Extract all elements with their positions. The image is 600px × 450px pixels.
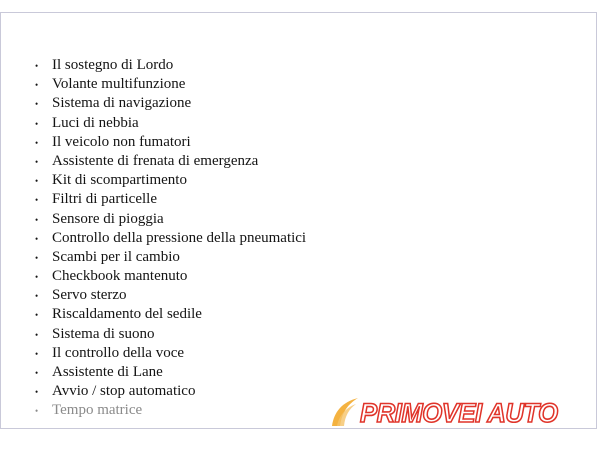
feature-label: Sistema di navigazione [52,95,192,112]
list-item [35,171,306,190]
bullet-icon: • [35,387,39,398]
feature-label: Checkbook mantenuto [52,268,188,285]
feature-label: Controllo della pressione della pneumatici [52,229,307,246]
list-item [35,229,306,248]
list-item [35,133,306,152]
feature-label: Volante multifunzione [52,76,186,93]
list-item [35,210,306,229]
bullet-icon: • [35,137,39,148]
list-item [35,286,306,305]
feature-label: Filtri di particelle [52,191,157,208]
feature-label: Tempo matrice [52,402,143,419]
feature-list [35,56,306,421]
feature-label: Assistente di Lane [52,364,163,380]
bullet-icon: • [35,99,39,110]
bullet-icon: • [35,195,39,206]
list-item [35,94,306,113]
bullet-icon: • [35,272,39,283]
bullet-icon: • [35,61,39,71]
feature-label: Assistente di frenata di emergenza [52,152,259,169]
list-item [35,267,306,286]
list-item [35,190,306,209]
brand-logo [326,392,600,432]
feature-label: Scambi per il cambio [52,248,180,265]
list-item [35,325,306,344]
car-emblem-icon [328,392,362,432]
logo-wordmark: PRIMOVEI AUTO [360,398,558,428]
feature-label: Il controllo della voce [52,344,185,361]
feature-label: Sistema di suono [52,325,155,342]
list-item [35,114,306,133]
list-item [35,248,306,267]
bullet-icon: • [35,156,39,167]
bullet-icon: • [35,233,39,244]
feature-label: Kit di scompartimento [52,172,187,189]
bullet-icon: • [35,252,39,263]
list-item [35,344,306,363]
list-item [35,56,306,75]
list-item [35,305,306,324]
feature-label: Servo sterzo [52,287,127,304]
bullet-icon: • [35,368,39,378]
feature-label: Il veicolo non fumatori [52,133,191,150]
feature-label: Sensore di pioggia [52,210,164,227]
bullet-icon: • [35,310,39,321]
bullet-icon: • [35,80,39,91]
bullet-icon: • [35,118,39,129]
bullet-icon: • [35,406,39,417]
bullet-icon: • [35,176,39,187]
feature-label: Riscaldamento del sedile [52,306,202,323]
list-item [35,75,306,94]
list-item [35,401,306,420]
feature-label: Avvio / stop automatico [52,383,196,400]
bullet-icon: • [35,348,39,359]
bullet-icon: • [35,214,39,225]
feature-label: Luci di nebbia [52,114,139,131]
content-panel [0,12,597,429]
list-item [35,363,306,382]
feature-label: Il sostegno di Lordo [52,57,174,73]
bullet-icon: • [35,291,39,302]
list-item [35,152,306,171]
list-item [35,382,306,401]
bullet-icon: • [35,329,39,340]
